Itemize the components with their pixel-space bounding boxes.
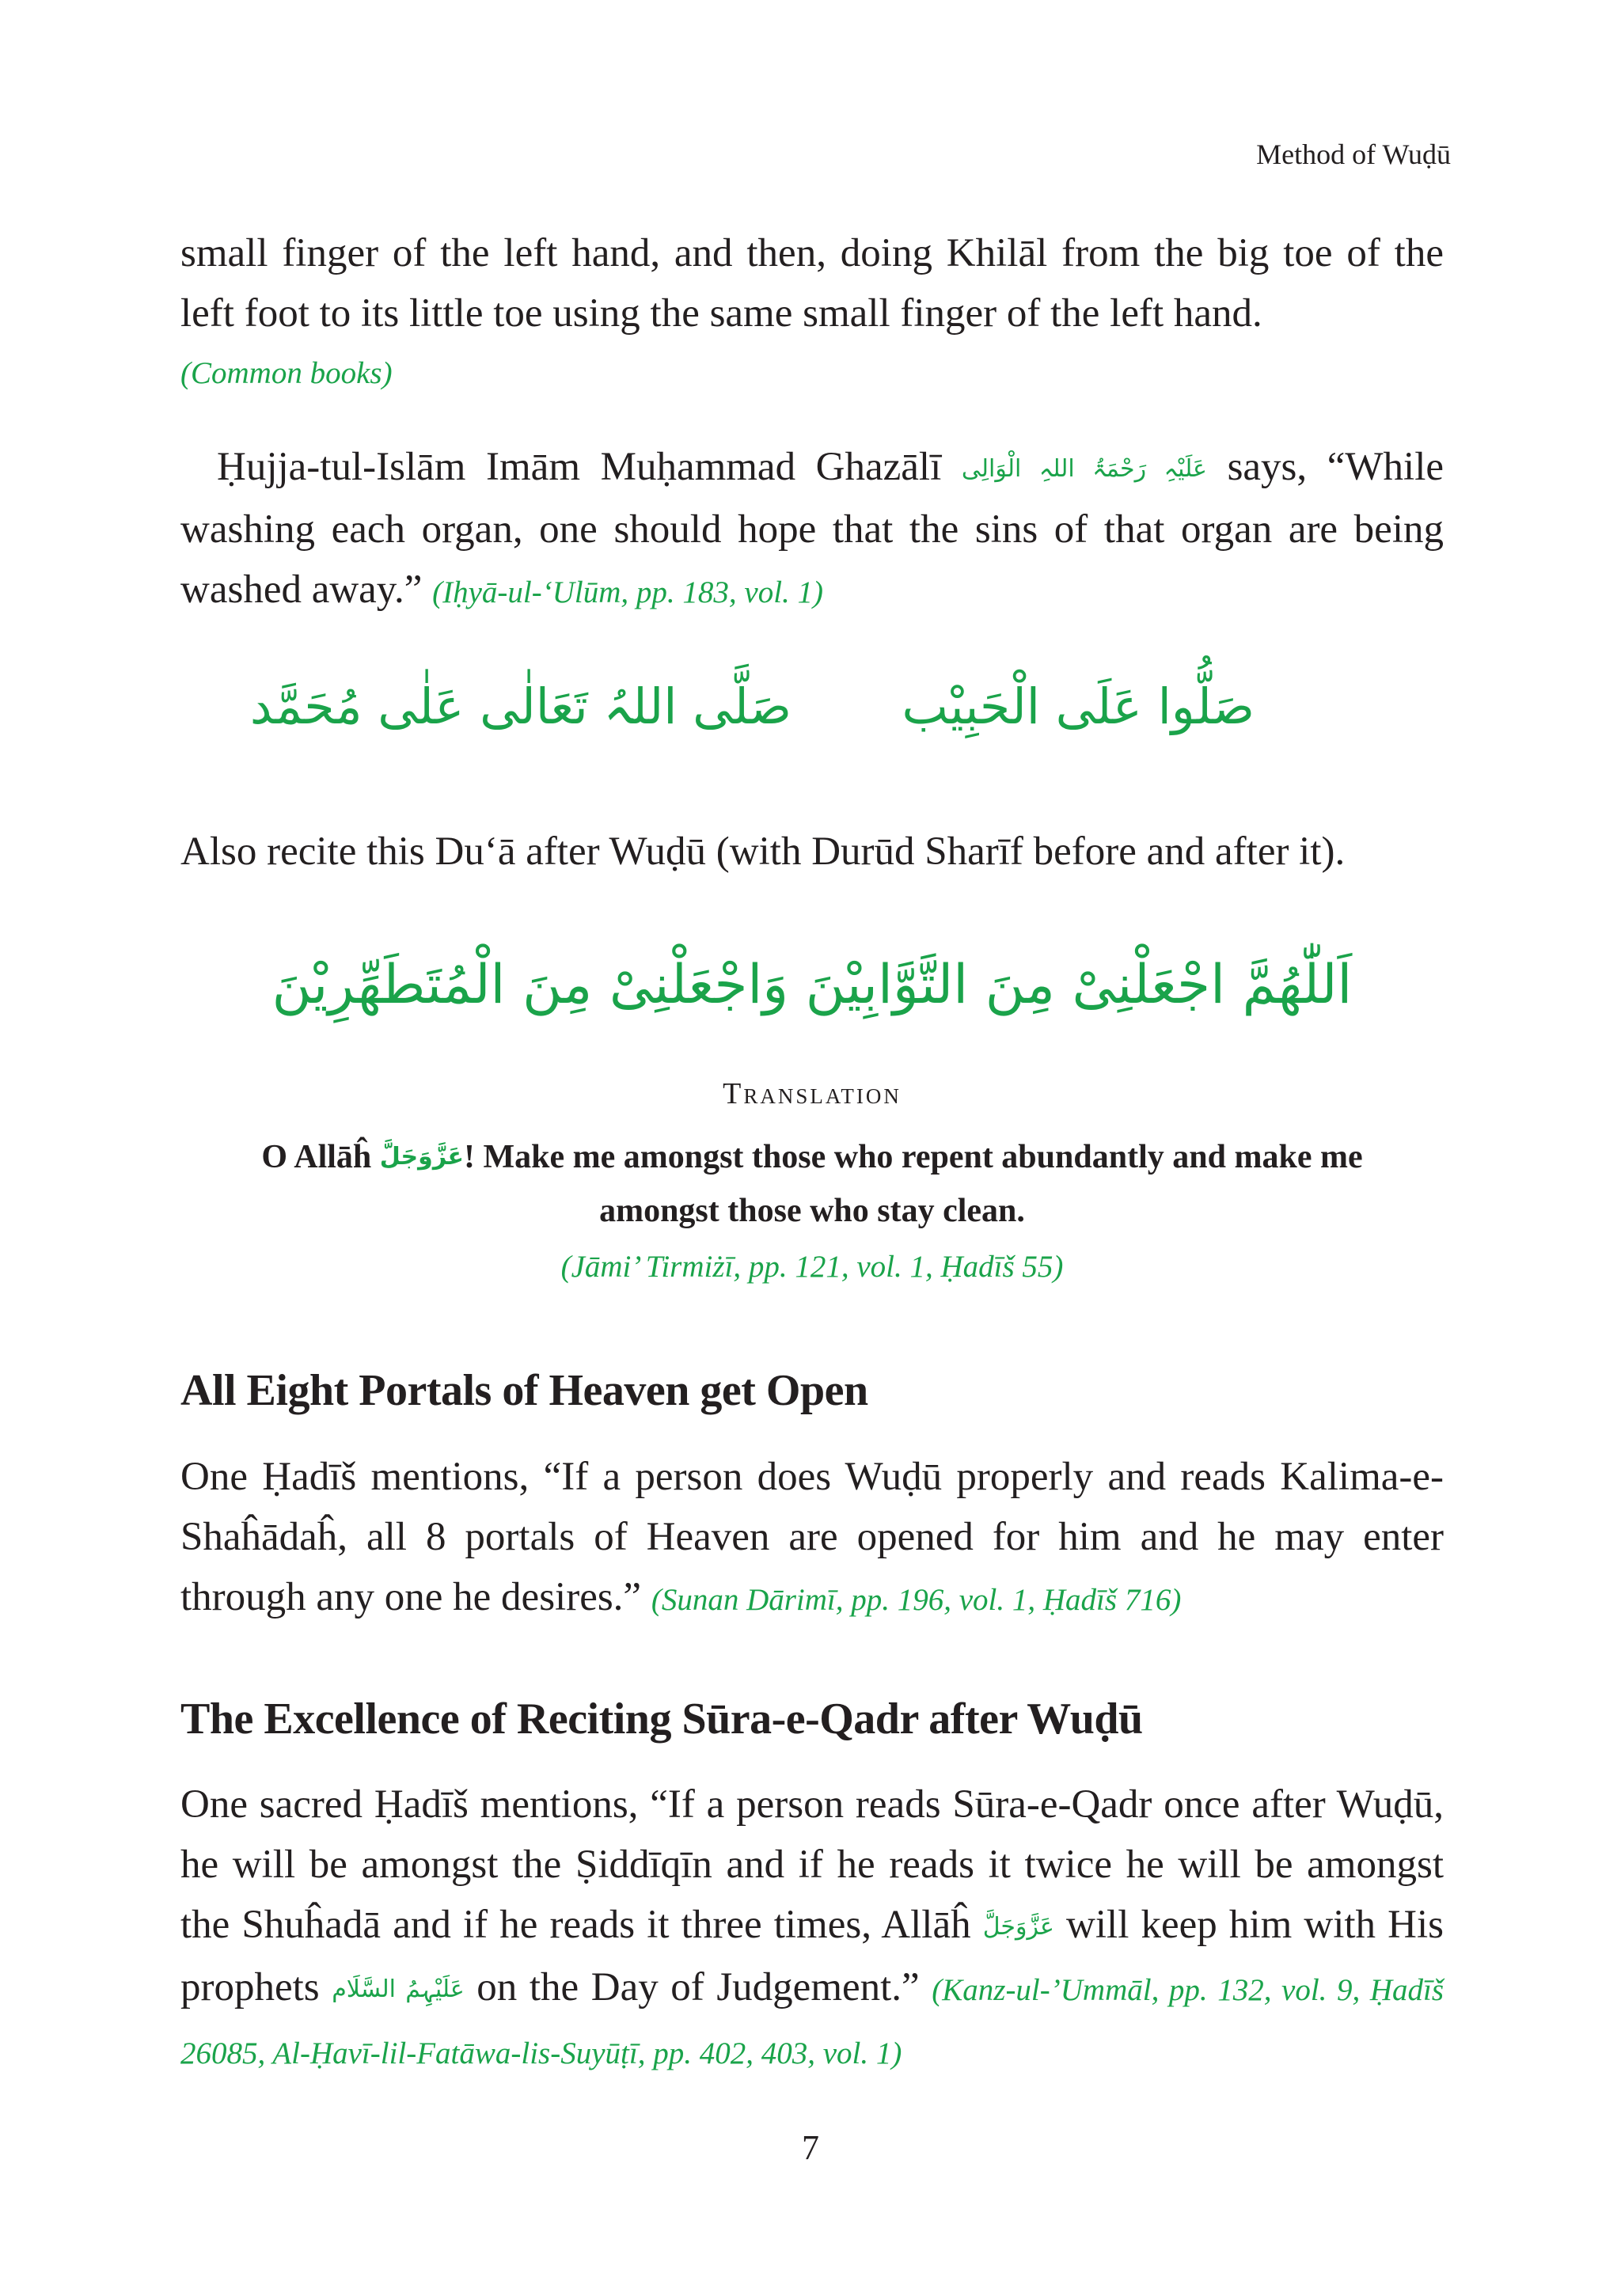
paragraph-text: Ḥujja-tul-Islām Imām Muḥammad Ghazālī bbox=[217, 445, 942, 489]
durood-right: صَلُّوا عَلَی الْحَبِیْب bbox=[902, 677, 1255, 735]
paragraph-portals bbox=[180, 1447, 1444, 1630]
dua-arabic: اَللّٰھُمَّ اجْعَلْنِیْ مِنَ التَّوَّابِیْنَ وَاجْعَلْنِیْ مِنَ الْمُتَطَهِّرِیْنَ bbox=[271, 954, 1353, 1016]
running-header: Method of Wuḍū bbox=[1256, 139, 1451, 170]
reference: (Iḥyā-ul-‘Ulūm, pp. 183, vol. 1) bbox=[432, 575, 824, 609]
section-heading-portals: All Eight Portals of Heaven get Open bbox=[180, 1366, 868, 1415]
honorific: عَزَّوَجَلَّ bbox=[379, 1143, 464, 1171]
translation-reference: (Jāmi’ Tirmiżī, pp. 121, vol. 1, Ḥadīš 55) bbox=[560, 1250, 1064, 1284]
reference: (Sunan Dārimī, pp. 196, vol. 1, Ḥadīš 716) bbox=[651, 1583, 1182, 1617]
paragraph-khilal bbox=[180, 223, 1444, 404]
translation-label: Translation bbox=[723, 1077, 902, 1110]
paragraph-text: small finger of the left hand, and then, doing Khilāl from the big toe of the left foot to its little toe using the same small finger of the left hand. bbox=[180, 231, 1444, 336]
paragraph-ghazali bbox=[180, 437, 1444, 623]
page-number: 7 bbox=[802, 2128, 819, 2167]
paragraph-text: One sacred Ḥadīš mentions, “If a person reads Sūra-e-Qadr once after Wuḍū, he will be amongst the Ṣiddīqīn and if he reads it twice he will be amongst the Shuĥadā and if he reads it three times, Allāĥ bbox=[180, 1782, 1444, 1947]
paragraph-recite-dua: Also recite this Du‘ā after Wuḍū (with Durūd Sharīf before and after it). bbox=[180, 829, 1346, 874]
paragraph-text: on the Day of Judgement.” bbox=[476, 1965, 920, 2009]
reference: (Common books) bbox=[180, 356, 393, 390]
honorific: عَزَّوَجَلَّ bbox=[982, 1913, 1054, 1941]
paragraph-text: says, “While washing each organ, one should hope that the sins of that organ are being washed away.” bbox=[180, 445, 1444, 612]
honorific: عَلَیْہِ رَحْمَۃُ اللہِ الْوَالِی bbox=[961, 455, 1207, 483]
translation-text-a: O Allāĥ bbox=[261, 1139, 372, 1175]
durood-left: صَلَّی اللہُ تَعَالٰی عَلٰی مُحَمَّد bbox=[249, 677, 792, 735]
paragraph-text: will keep him with His prophets bbox=[180, 1903, 1444, 2009]
paragraph-qadr bbox=[180, 1774, 1444, 2084]
translation-text bbox=[198, 1130, 1426, 1238]
section-heading-qadr: The Excellence of Reciting Sūra-e-Qadr after Wuḍū bbox=[180, 1694, 1143, 1744]
translation-text-b: ! Make me amongst those who repent abundantly and make me amongst those who stay clean. bbox=[463, 1139, 1363, 1229]
paragraph-text: One Ḥadīš mentions, “If a person does Wuḍū properly and reads Kalima-e-Shaĥādaĥ, all 8 portals of Heaven are opened for him and he may enter through any one he desires.” bbox=[180, 1455, 1444, 1619]
honorific: عَلَیْہِمُ السَّلَام bbox=[332, 1975, 465, 2003]
reference: (Kanz-ul-’Ummāl, pp. 132, vol. 9, Ḥadīš 26085, Al-Ḥavī-lil-Fatāwa-lis-Suyūṭī, pp. 402, 403, vol. 1) bbox=[180, 1973, 1444, 2070]
